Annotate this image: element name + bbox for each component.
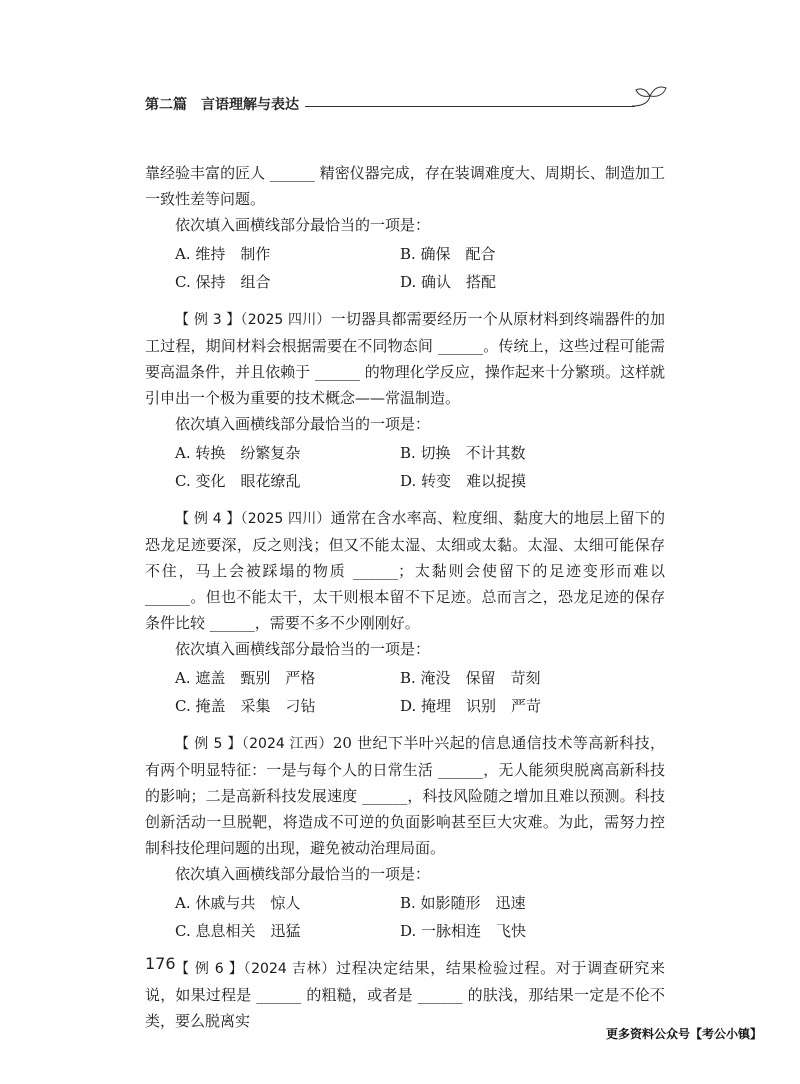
option-row: [145, 917, 665, 945]
option-b: B. 淹没 保留 苛刻: [400, 669, 541, 687]
option-b: B. 确保 配合: [400, 245, 496, 263]
option-row: [145, 439, 665, 467]
section-title: 第二篇 言语理解与表达: [145, 97, 299, 113]
option-a: A. 转换 纷繁复杂: [175, 444, 301, 462]
option-row: [145, 664, 665, 692]
option-b: B. 切换 不计其数: [400, 444, 526, 462]
option-row: [145, 889, 665, 917]
example-text: [145, 955, 665, 1034]
option-c: C. 息息相关 迅猛: [175, 922, 301, 940]
option-c: C. 保持 组合: [175, 273, 271, 291]
example-source: （2024 江西）: [241, 736, 333, 752]
option-row: [145, 268, 665, 296]
option-row: [145, 240, 665, 268]
example-question: 依次填入画横线部分最恰当的一项是：: [175, 640, 431, 658]
example-tag: 【 例 3 】: [175, 312, 241, 328]
option-row: [145, 692, 665, 720]
sprout-icon: [630, 82, 670, 114]
option-a: A. 维持 制作: [175, 245, 271, 263]
page-number: 176: [145, 954, 176, 973]
example-text: [145, 730, 665, 861]
example-body: 20 世纪下半叶兴起的信息通信技术等高新科技，有两个明显特征：一是与每个人的日常生活 ______，无人能须臾脱离高新科技的影响；二是高新科技发展速度 ______，科技风险随之增加且难以预测。科技创新活动一旦脱靶，将造成不可逆的负面影响甚至巨大灾难。为此，需努力控制科技伦理问题的出现，避免被动治理局面。: [145, 734, 665, 857]
example-options: [145, 664, 665, 720]
example-4: [145, 505, 665, 720]
option-d: D. 转变 难以捉摸: [400, 472, 527, 490]
option-d: D. 一脉相连 飞快: [400, 922, 527, 940]
option-row: [145, 467, 665, 495]
option-d: D. 确认 搭配: [400, 273, 497, 291]
example-options: [145, 889, 665, 945]
option-a: A. 休戚与共 惊人: [175, 894, 301, 912]
example-body: 过程决定结果，结果检验过程。对于调查研究来说，如果过程是 ______ 的粗糙，或者是 ______ 的肤浅，那结果一定是不伦不类，要么脱离实: [145, 959, 665, 1030]
example-source: （2025 四川）: [240, 312, 331, 328]
example-question: 依次填入画横线部分最恰当的一项是：: [175, 865, 431, 883]
example-source: （2024 吉林）: [243, 961, 337, 977]
example-5: [145, 730, 665, 945]
intro-options: [145, 240, 665, 296]
option-b: B. 如影随形 迅速: [400, 894, 526, 912]
example-tag: 【 例 6 】: [175, 961, 244, 977]
option-c: C. 掩盖 采集 刁钻: [175, 697, 316, 715]
page-content: [145, 160, 665, 1034]
header-rule: [305, 106, 635, 107]
example-body: 一切器具都需要经历一个从原材料到终端器件的加工过程，期间材料会根据需要在不同物态间 ______。传统上，这些过程可能需要高温条件，并且依赖于 ______ 的物理化学反应，操作起来十分繁琐。这样就引申出一个极为重要的技术概念——常温制造。: [145, 310, 665, 407]
footer-note: 更多资料公众号【考公小镇】: [605, 1027, 762, 1041]
example-text: [145, 306, 665, 411]
example-options: [145, 439, 665, 495]
option-c: C. 变化 眼花缭乱: [175, 472, 301, 490]
example-6: [145, 955, 665, 1034]
example-tag: 【 例 5 】: [175, 736, 242, 752]
example-question: 依次填入画横线部分最恰当的一项是：: [175, 415, 431, 433]
running-header: [145, 88, 665, 118]
example-source: （2025 四川）: [240, 511, 331, 527]
option-a: A. 遮盖 甄别 严格: [175, 669, 316, 687]
option-d: D. 掩埋 识别 严苛: [400, 697, 542, 715]
example-3: [145, 306, 665, 495]
example-text: [145, 505, 665, 636]
intro-question: 依次填入画横线部分最恰当的一项是：: [175, 216, 431, 234]
example-body: 通常在含水率高、粒度细、黏度大的地层上留下的恐龙足迹要深，反之则浅；但又不能太湿、太细或太黏。太湿、太细可能保存不住，马上会被踩塌的物质 ______；太黏则会使留下的足迹变形而难以 ______。但也不能太干，太干则根本留不下足迹。总而言之，恐龙足迹的保存条件比较 ______，需要不多不少刚刚好。: [145, 509, 665, 632]
intro-text: 靠经验丰富的匠人 ______ 精密仪器完成，存在装调难度大、周期长、制造加工一致性差等问题。: [145, 164, 665, 208]
example-tag: 【 例 4 】: [175, 511, 241, 527]
